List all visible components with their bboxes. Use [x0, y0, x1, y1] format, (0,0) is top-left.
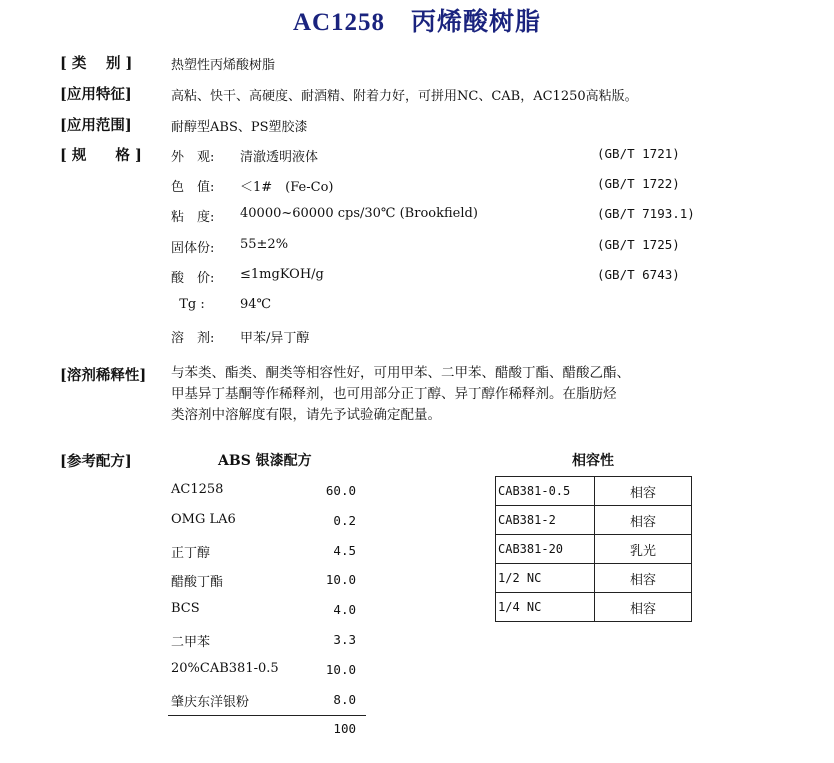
page-title: AC1258 丙烯酸树脂: [292, 9, 542, 36]
spec-standard: (GB/T 1721): [597, 146, 680, 161]
formula-amount: 10.0: [325, 662, 356, 677]
compat-resin: CAB381-0.5: [496, 477, 595, 506]
spec-name: 溶 剂:: [171, 331, 215, 346]
formula-heading: ABS 银漆配方: [218, 453, 312, 469]
table-row: [496, 506, 692, 535]
dilution-line: 与苯类、酯类、酮类等相容性好，可用甲苯、二甲苯、醋酸丁酯、醋酸乙酯、: [171, 365, 630, 381]
formula-ingredient: BCS: [171, 601, 200, 616]
spec-standard: (GB/T 1725): [597, 237, 680, 252]
formula-amount: 8.0: [333, 692, 356, 707]
formula-amount: 4.5: [333, 543, 356, 558]
compat-resin: 1/4 NC: [496, 593, 595, 622]
applications-value: 耐醇型ABS、PS塑胶漆: [171, 120, 308, 135]
features-value: 高粘、快干、高硬度、耐酒精、附着力好，可拼用NC、CAB，AC1250高粘版。: [171, 89, 638, 104]
applications-label: [应用范围]: [60, 117, 132, 134]
formula-ingredient: OMG LA6: [171, 512, 236, 527]
formula-total: 100: [333, 721, 356, 736]
compat-resin: CAB381-2: [496, 506, 595, 535]
total-divider: [168, 715, 366, 716]
table-row: [496, 535, 692, 564]
compat-result: 相容: [595, 477, 692, 506]
table-row: [496, 477, 692, 506]
spec-standard: (GB/T 6743): [597, 267, 680, 282]
table-row: [496, 564, 692, 593]
spec-name: 固体份:: [171, 241, 215, 256]
formula-amount: 10.0: [325, 572, 356, 587]
compat-result: 相容: [595, 506, 692, 535]
dilution-line: 类溶剂中溶解度有限，请先予试验确定配量。: [171, 407, 441, 423]
formula-ingredient: 肇庆东洋银粉: [171, 695, 250, 710]
spec-name: 酸 价:: [171, 271, 215, 286]
category-label: [ 类 别 ]: [60, 55, 133, 72]
formula-amount: 60.0: [325, 483, 356, 498]
spec-name: 外 观:: [171, 150, 215, 165]
formula-ingredient: 正丁醇: [171, 546, 211, 561]
features-label: [应用特征]: [60, 86, 132, 103]
formula-amount: 0.2: [333, 513, 356, 528]
spec-name: 粘 度:: [171, 210, 215, 225]
reference-label: [参考配方]: [60, 453, 132, 470]
formula-ingredient: 二甲苯: [171, 635, 211, 650]
spec-value: ≤1mgKOH/g: [240, 267, 324, 282]
spec-standard: (GB/T 1722): [597, 176, 680, 191]
dilution-text: [171, 363, 751, 426]
spec-value: 甲苯/异丁醇: [240, 331, 310, 346]
formula-ingredient: 20%CAB381-0.5: [171, 661, 279, 676]
formula-ingredient: AC1258: [171, 482, 224, 497]
dilution-line: 甲基异丁基酮等作稀释剂，也可用部分正丁醇、异丁醇作稀释剂。在脂肪烃: [171, 386, 617, 402]
compat-resin: CAB381-20: [496, 535, 595, 564]
specs-label: [ 规 格 ]: [60, 147, 142, 164]
compat-result: 相容: [595, 564, 692, 593]
compat-result: 乳光: [595, 535, 692, 564]
spec-name: Tg :: [171, 297, 205, 312]
formula-ingredient: 醋酸丁酯: [171, 575, 224, 590]
compatibility-table: [495, 476, 692, 622]
compat-result: 相容: [595, 593, 692, 622]
compat-resin: 1/2 NC: [496, 564, 595, 593]
formula-amount: 4.0: [333, 602, 356, 617]
spec-name: 色 值:: [171, 180, 215, 195]
spec-value: 40000~60000 cps/30℃ (Brookfield): [240, 206, 478, 221]
dilution-label: [溶剂稀释性]: [60, 367, 147, 384]
spec-value: 94℃: [240, 297, 272, 312]
spec-value: 55±2%: [240, 237, 289, 252]
table-row: [496, 593, 692, 622]
compatibility-heading: 相容性: [572, 453, 614, 469]
category-value: 热塑性丙烯酸树脂: [171, 58, 276, 73]
spec-value: 清澈透明液体: [240, 150, 319, 165]
spec-standard: (GB/T 7193.1): [597, 206, 695, 221]
formula-amount: 3.3: [333, 632, 356, 647]
spec-value: ＜1# (Fe-Co): [240, 180, 334, 195]
